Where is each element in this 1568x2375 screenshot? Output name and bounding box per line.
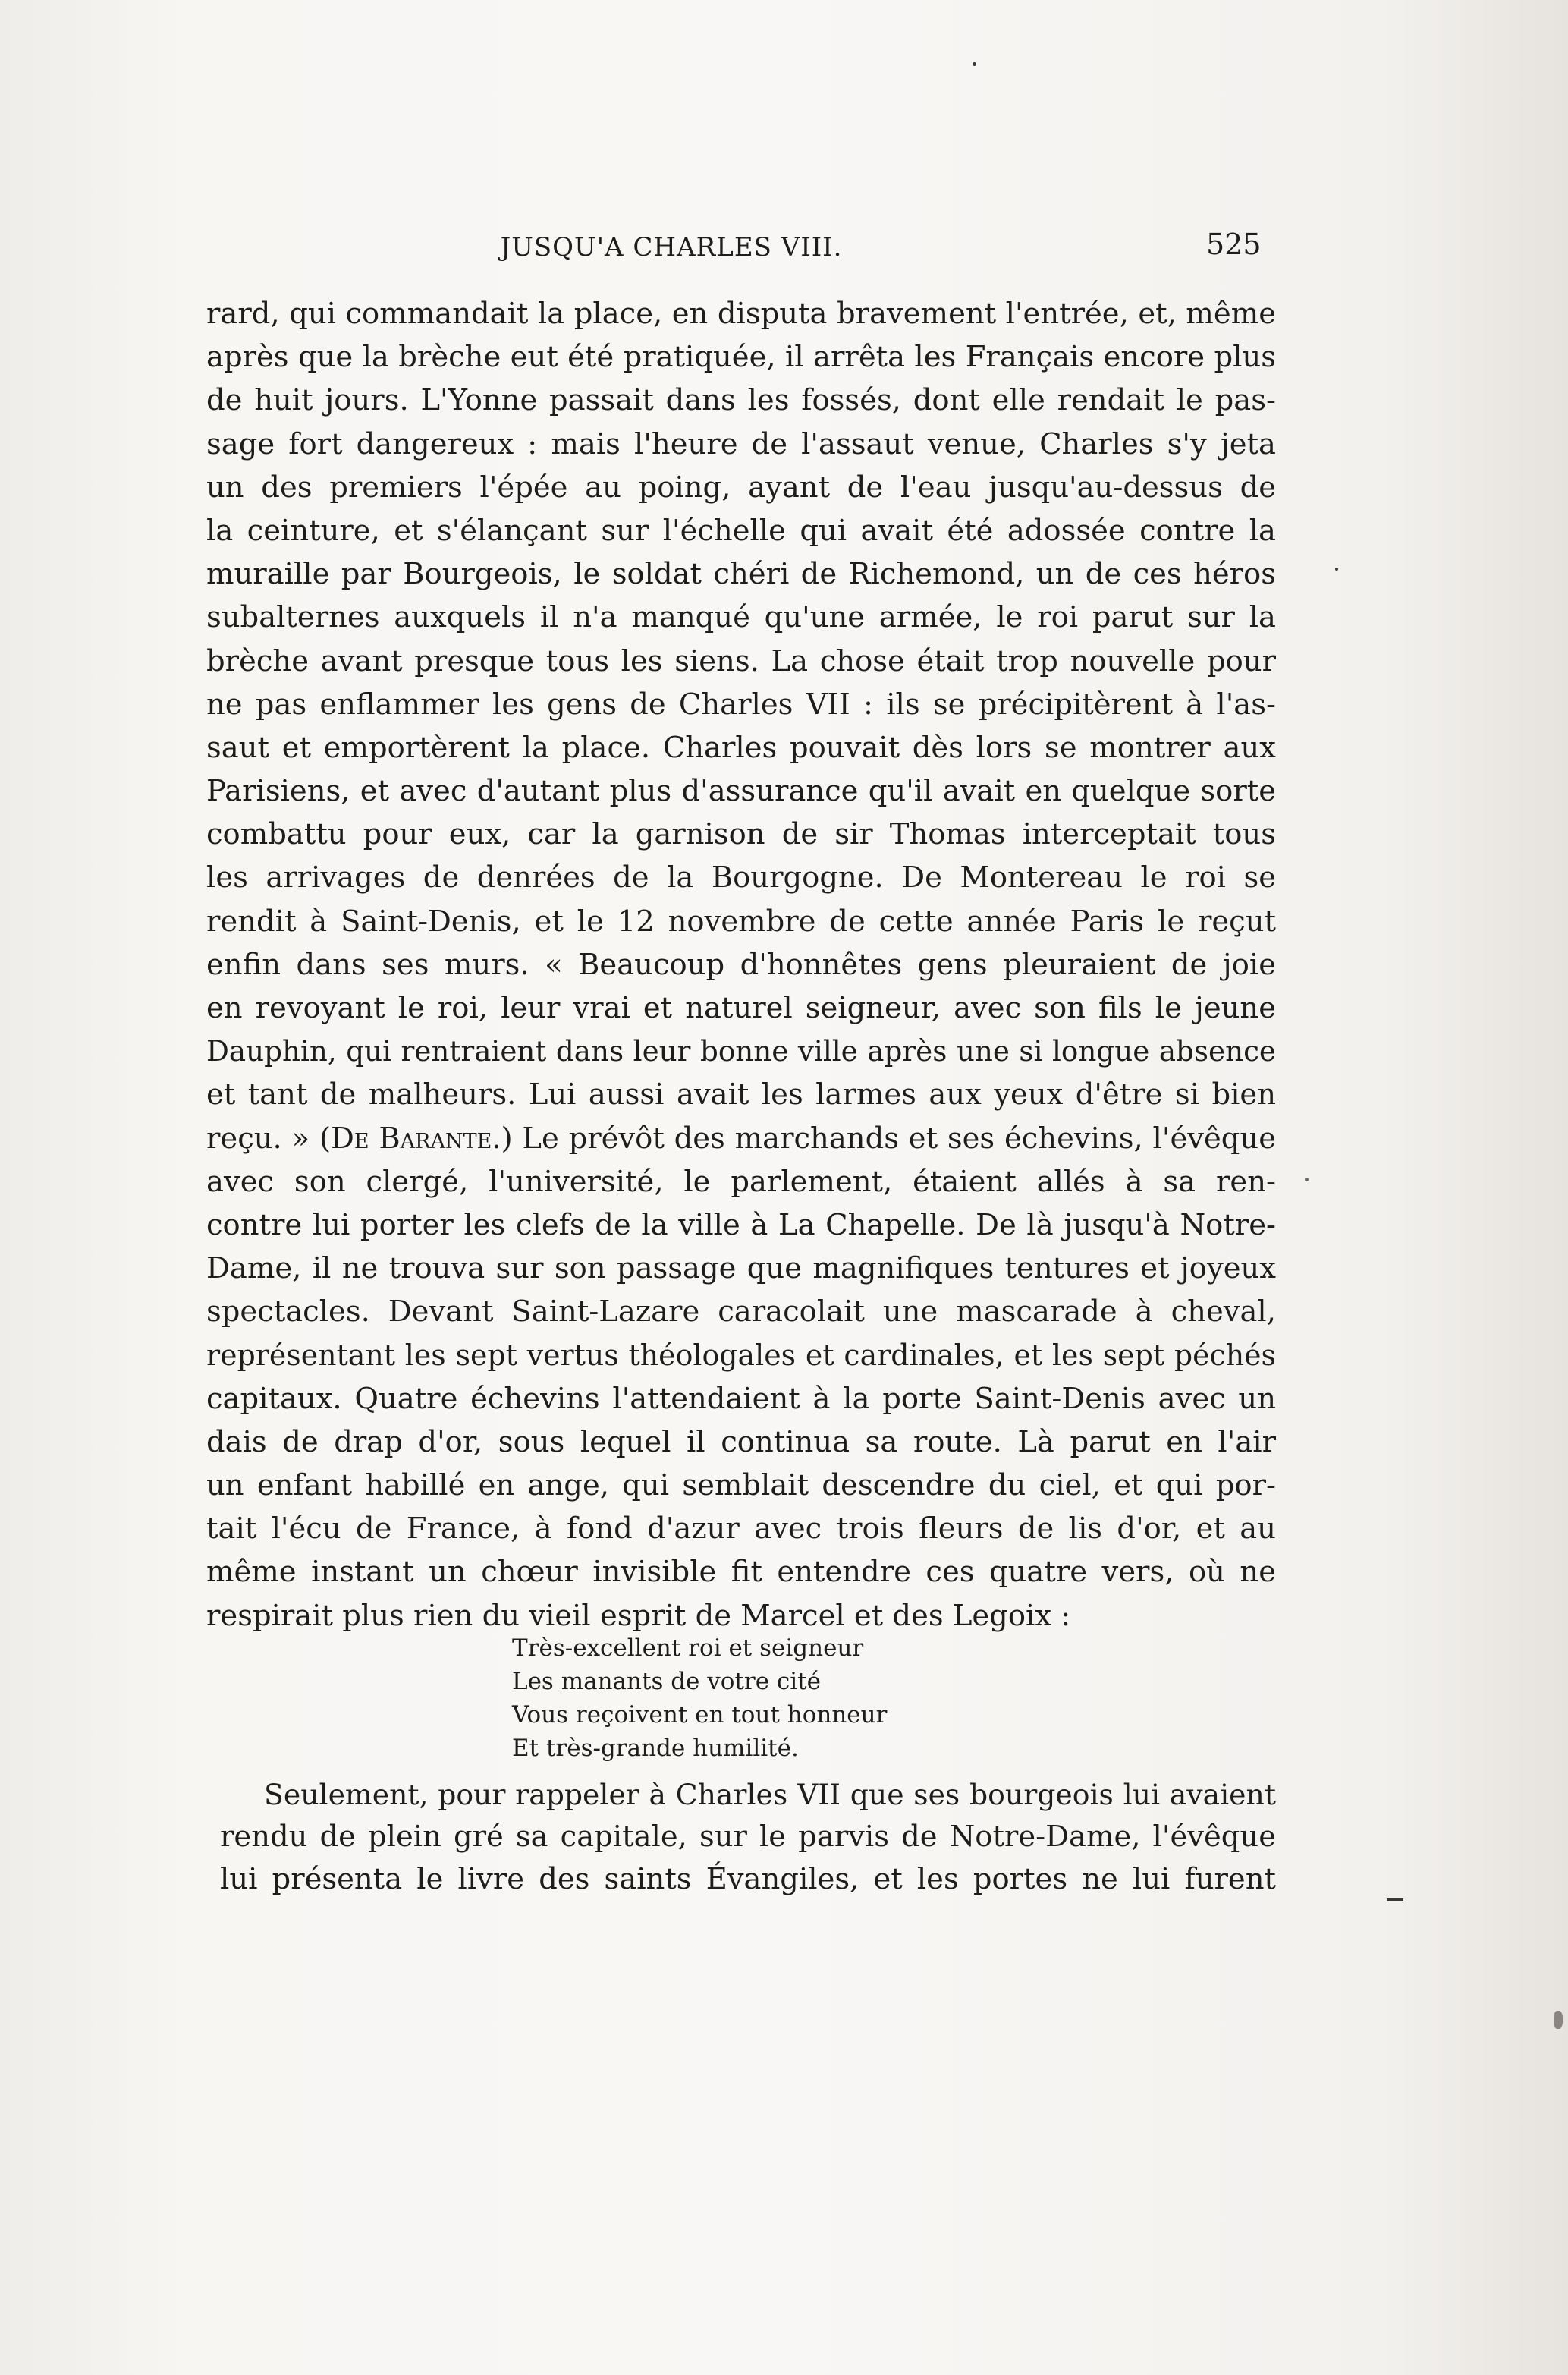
text-line: capitaux. Quatre échevins l'attendaient à la porte Saint-Denis avec un — [206, 1381, 1276, 1416]
main-paragraph — [206, 292, 1276, 1637]
citation-after: ) Le prévôt des marchands et ses échevins, l'évêque — [501, 1121, 1276, 1156]
citation-before: reçu. » ( — [206, 1121, 331, 1156]
text-line: les arrivages de denrées de la Bourgogne. De Montereau le roi se — [206, 860, 1276, 895]
page-number: 525 — [1206, 228, 1262, 261]
text-line: même instant un chœur invisible fit entendre ces quatre vers, où ne — [206, 1555, 1276, 1590]
citation-author: De Barante. — [330, 1121, 501, 1156]
text-line: de huit jours. L'Yonne passait dans les fossés, dont elle rendait le pas- — [206, 383, 1276, 418]
verse-line: Les manants de votre cité — [512, 1668, 821, 1695]
verse-quote — [512, 1631, 1043, 1765]
text-line: rard, qui commandait la place, en disputa bravement l'entrée, et, même — [206, 297, 1276, 331]
text-line: un des premiers l'épée au poing, ayant de l'eau jusqu'au-dessus de — [206, 470, 1276, 505]
page-speck — [1335, 568, 1338, 571]
text-line: et tant de malheurs. Lui aussi avait les larmes aux yeux d'être si bien — [206, 1077, 1276, 1112]
verse-line: Vous reçoivent en tout honneur — [512, 1701, 888, 1729]
text-line: spectacles. Devant Saint-Lazare caracolait une mascarade à cheval, — [206, 1294, 1276, 1329]
running-title: JUSQU'A CHARLES VIII. — [500, 232, 843, 263]
text-line: subalternes auxquels il n'a manqué qu'une armée, le roi parut sur la — [206, 600, 1276, 635]
page-speck — [1305, 1178, 1309, 1181]
text-line: contre lui porter les clefs de la ville à La Chapelle. De là jusqu'à Notre- — [206, 1207, 1276, 1242]
text-line: en revoyant le roi, leur vrai et naturel seigneur, avec son fils le jeune — [206, 991, 1276, 1025]
text-line: avec son clergé, l'université, le parlement, étaient allés à sa ren- — [206, 1164, 1276, 1199]
text-line: Seulement, pour rappeler à Charles VII que ses bourgeois lui avaient — [264, 1778, 1276, 1811]
second-paragraph — [220, 1773, 1276, 1901]
text-line: brèche avant presque tous les siens. La chose était trop nouvelle pour — [206, 643, 1276, 678]
text-line: la ceinture, et s'élançant sur l'échelle qui avait été adossée contre la — [206, 513, 1276, 548]
text-line: combattu pour eux, car la garnison de sir Thomas interceptait tous — [206, 817, 1276, 852]
running-head — [205, 228, 1267, 273]
text-line: saut et emportèrent la place. Charles pouvait dès lors se montrer aux — [206, 730, 1276, 765]
text-line: Dauphin, qui rentraient dans leur bonne ville après une si longue absence — [206, 1034, 1276, 1068]
text-line: muraille par Bourgeois, le soldat chéri de Richemond, un de ces héros — [206, 557, 1276, 592]
margin-dash — [1387, 1898, 1403, 1901]
text-line: Parisiens, et avec d'autant plus d'assurance qu'il avait en quelque sorte — [206, 774, 1276, 809]
text-line: rendit à Saint-Denis, et le 12 novembre de cette année Paris le reçut — [206, 904, 1276, 939]
text-line-citation — [206, 1117, 1276, 1160]
text-line: sage fort dangereux : mais l'heure de l'assaut venue, Charles s'y jeta — [206, 426, 1276, 461]
text-line: un enfant habillé en ange, qui semblait descendre du ciel, et qui por- — [206, 1468, 1276, 1503]
text-line: tait l'écu de France, à fond d'azur avec trois fleurs de lis d'or, et au — [206, 1512, 1276, 1546]
text-line: respirait plus rien du vieil esprit de Marcel et des Legoix : — [206, 1598, 1071, 1633]
verse-line: Et très-grande humilité. — [512, 1735, 799, 1762]
page-speck — [1554, 2011, 1563, 2029]
verse-line: Très-excellent roi et seigneur — [512, 1634, 864, 1662]
text-line: dais de drap d'or, sous lequel il continua sa route. Là parut en l'air — [206, 1424, 1276, 1459]
text-line: ne pas enflammer les gens de Charles VII : ils se précipitèrent à l'as- — [206, 687, 1276, 722]
text-line: rendu de plein gré sa capitale, sur le parvis de Notre-Dame, l'évêque — [220, 1820, 1276, 1854]
text-line: enfin dans ses murs. « Beaucoup d'honnêtes gens pleuraient de joie — [206, 947, 1276, 982]
text-line: Dame, il ne trouva sur son passage que magnifiques tentures et joyeux — [206, 1251, 1276, 1286]
text-line: représentant les sept vertus théologales et cardinales, et les sept péchés — [206, 1338, 1276, 1372]
text-line: après que la brèche eut été pratiquée, il arrêta les Français encore plus — [206, 340, 1276, 375]
page-speck — [973, 62, 976, 66]
text-line: lui présenta le livre des saints Évangiles, et les portes ne lui furent — [220, 1862, 1276, 1896]
